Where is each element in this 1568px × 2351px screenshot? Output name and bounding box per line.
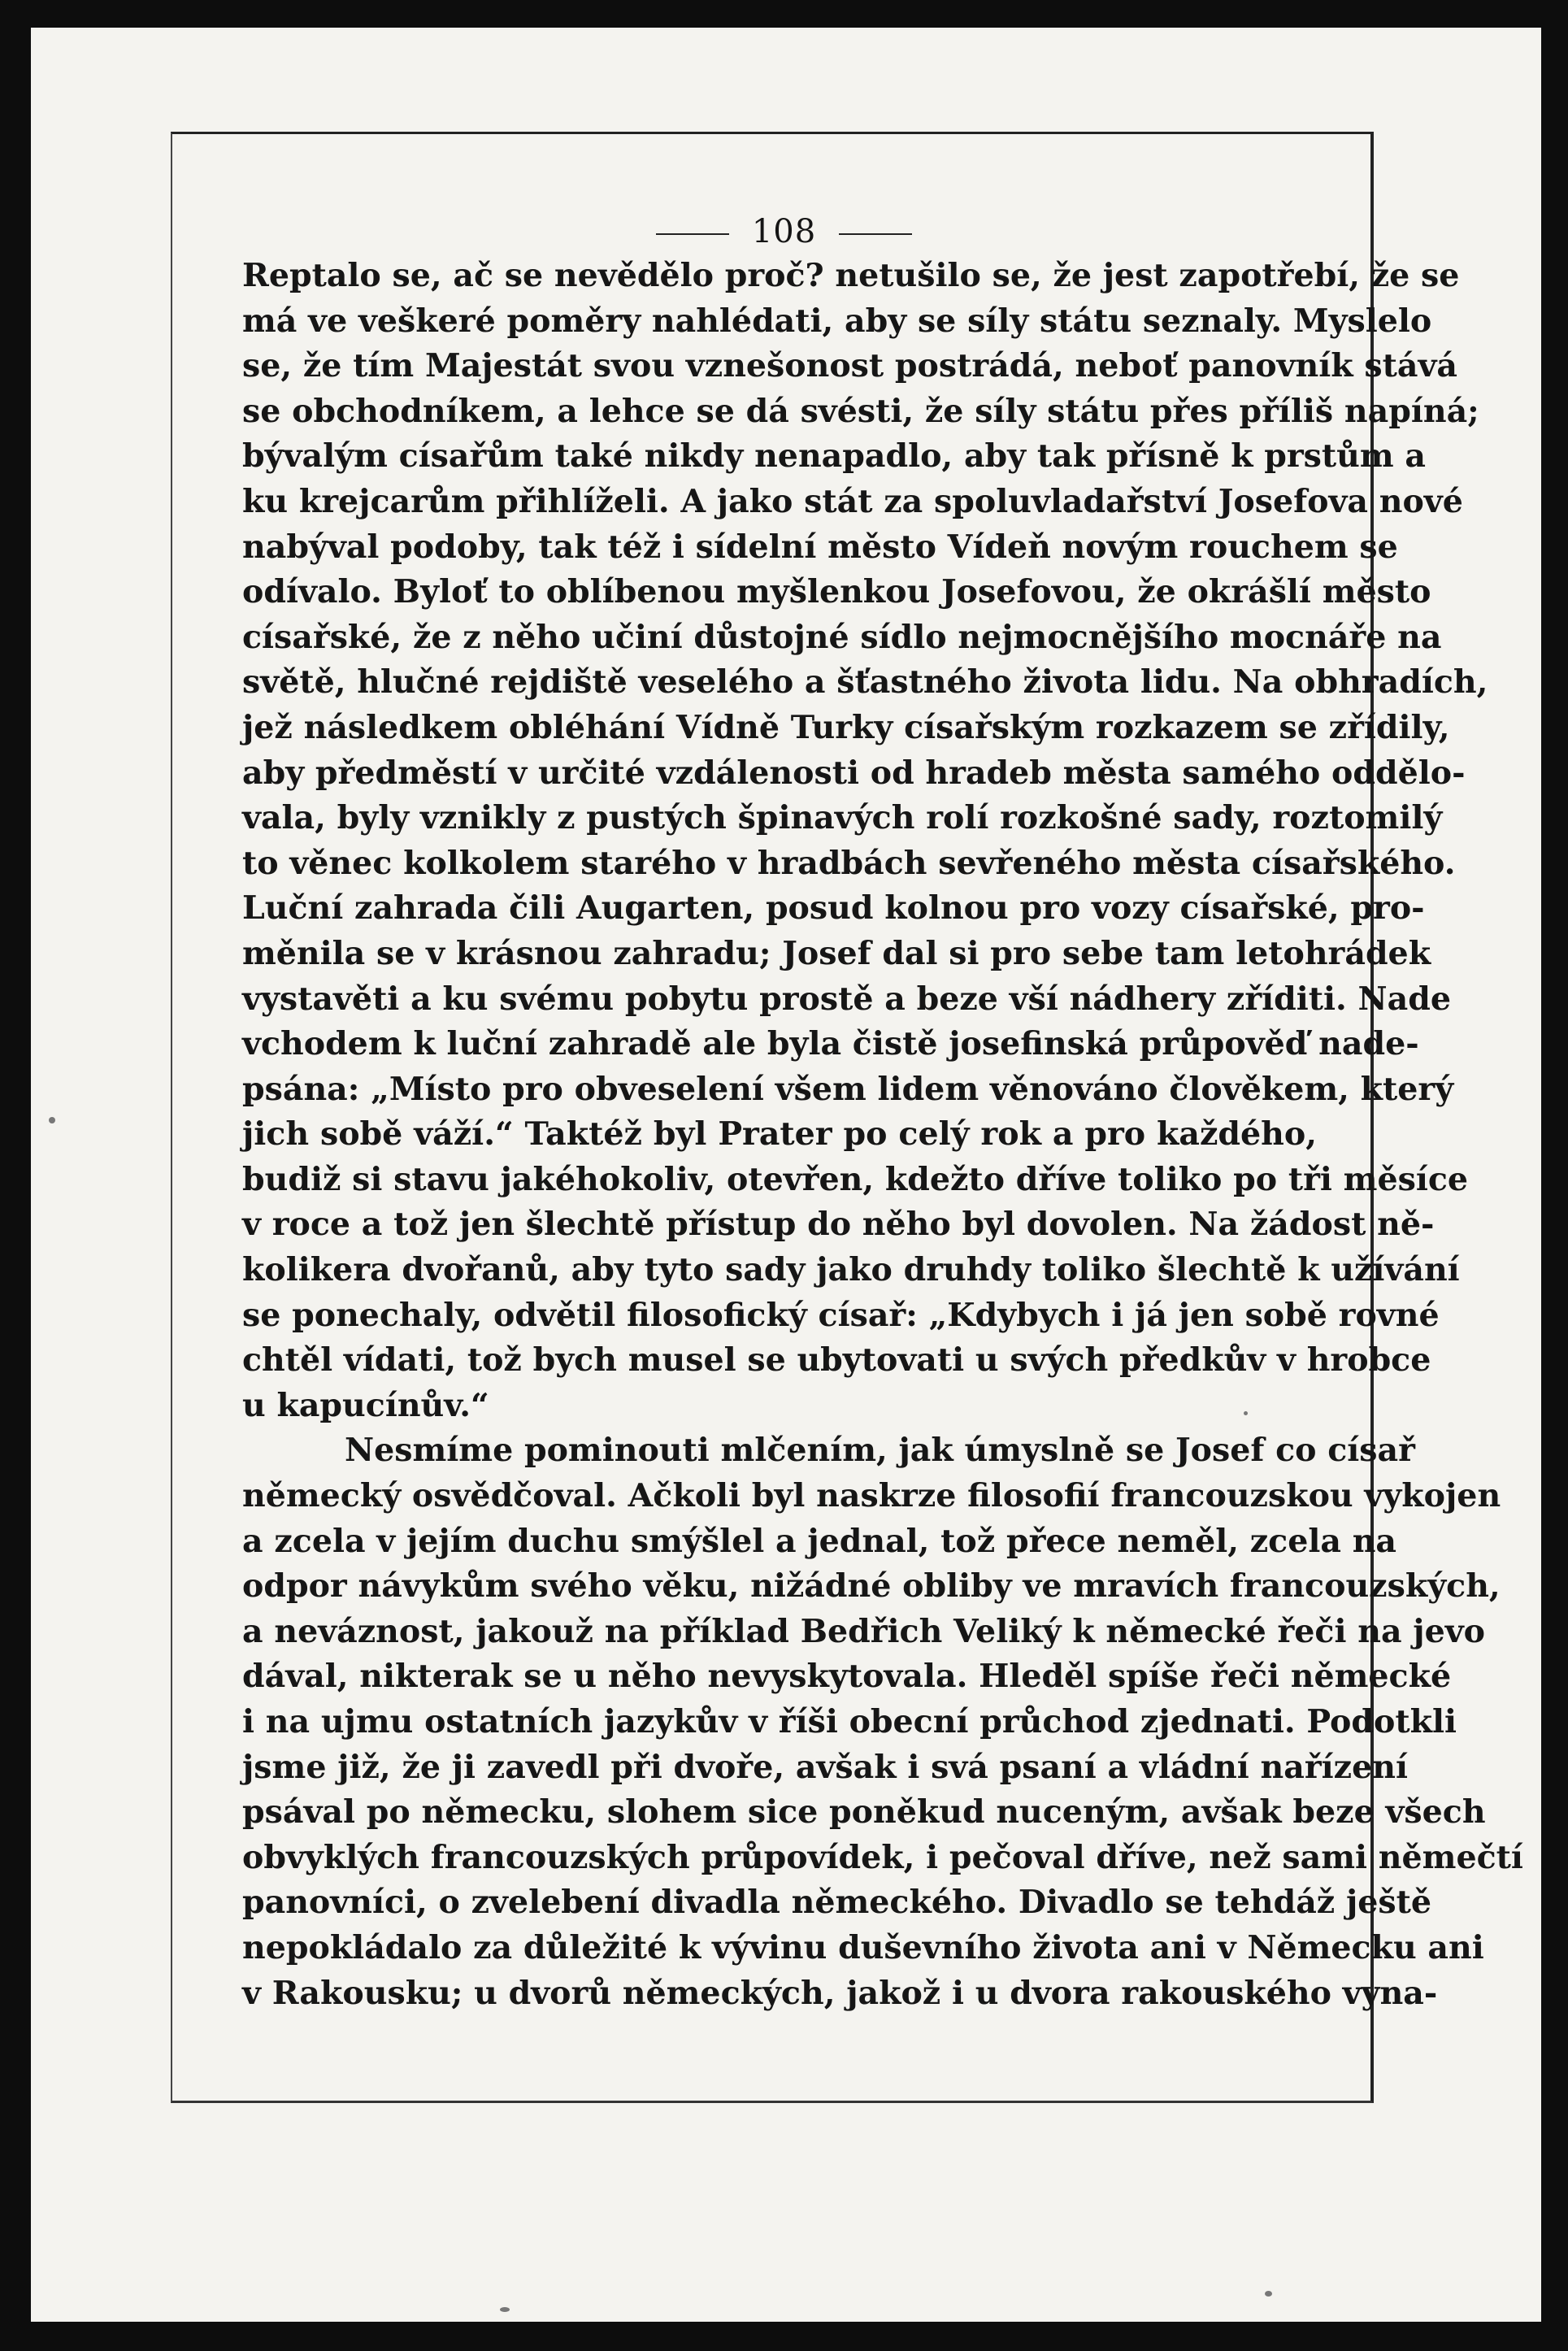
text-line: u kapucínův.“ [242, 1386, 489, 1424]
text-line: jsme již, že ji zavedl při dvoře, avšak i svá psaní a vládní nařízení [242, 1748, 1408, 1786]
text-line: bývalým císařům také nikdy nenapadlo, aby tak přísně k prstům a [242, 437, 1426, 476]
body-text [242, 254, 1523, 2016]
text-line: ku krejcarům přihlíželi. A jako stát za spoluvladařství Josefova nové [242, 482, 1463, 520]
page-number-rule-right [839, 233, 912, 235]
page-number-text: 108 [751, 213, 817, 250]
text-line: v roce a tož jen šlechtě přístup do něho byl dovolen. Na žádost ně- [242, 1206, 1435, 1244]
text-line: německý osvědčoval. Ačkoli byl naskrze filosofií francouzskou vykojen [242, 1477, 1501, 1515]
text-line: odpor návykům svého věku, nižádné obliby ve mravích francouzských, [242, 1567, 1501, 1606]
scan-speck [49, 1117, 55, 1123]
text-line: nabýval podoby, tak též i sídelní město Vídeň novým rouchem se [242, 528, 1398, 566]
text-line: budiž si stavu jakéhokoliv, otevřen, kdežto dříve toliko po tři měsíce [242, 1160, 1469, 1198]
text-line: v Rakousku; u dvorů německých, jakož i u dvora rakouského vyna- [242, 1974, 1438, 2012]
scan-speck [500, 2307, 510, 2312]
text-line: se, že tím Majestát svou vznešonost postrádá, neboť panovník stává [242, 347, 1458, 385]
text-line: Luční zahrada čili Augarten, posud kolnou pro vozy císařské, pro- [242, 889, 1425, 928]
text-line: nepokládalo za důležité k vývinu duševního života ani v Německu ani [242, 1928, 1484, 1966]
text-line: světě, hlučné rejdiště veselého a šťastného života lidu. Na obhradích, [242, 663, 1488, 702]
text-line: se ponechaly, odvětil filosofický císař: „Kdybych i já jen sobě rovné [242, 1296, 1440, 1334]
page-number-rule-left [656, 233, 729, 235]
text-line: vystavěti a ku svému pobytu prostě a beze vší nádhery zříditi. Nade [242, 980, 1451, 1018]
text-line: psával po německu, slohem sice poněkud nuceným, avšak beze všech [242, 1793, 1486, 1832]
text-line: aby předměstí v určité vzdálenosti od hradeb města samého oddělo- [242, 754, 1466, 792]
scan-speck [1244, 1411, 1248, 1415]
text-line: panovníci, o zvelebení divadla německého. Divadlo se tehdáž ještě [242, 1884, 1432, 1922]
text-line: obvyklých francouzských průpovídek, i pečoval dříve, než sami němečtí [242, 1838, 1523, 1876]
text-line: má ve veškeré poměry nahlédati, aby se síly státu seznaly. Myslelo [242, 302, 1432, 340]
text-line: chtěl vídati, tož bych musel se ubytovati u svých předkův v hrobce [242, 1341, 1431, 1380]
text-line: to věnec kolkolem starého v hradbách sevřeného města císařského. [242, 844, 1456, 882]
text-line: kolikera dvořanů, aby tyto sady jako druhdy toliko šlechtě k užívání [242, 1251, 1460, 1289]
text-line: Nesmíme pominouti mlčením, jak úmyslně se Josef co císař [345, 1432, 1415, 1470]
text-line: se obchodníkem, a lehce se dá svésti, že síly státu přes příliš napíná; [242, 392, 1479, 430]
text-line: císařské, že z něho učiní důstojné sídlo nejmocnějšího mocnáře na [242, 618, 1442, 656]
text-line: měnila se v krásnou zahradu; Josef dal si pro sebe tam letohrádek [242, 934, 1431, 972]
text-line: vchodem k luční zahradě ale byla čistě josefinská průpověď nade- [242, 1025, 1419, 1063]
text-line: a neváznost, jakouž na příklad Bedřich Veliký k německé řeči na jevo [242, 1612, 1486, 1650]
scan-speck [1265, 2291, 1272, 2297]
text-line: i na ujmu ostatních jazykův v říši obecní průchod zjednati. Podotkli [242, 1703, 1457, 1740]
page-number [0, 213, 1568, 250]
text-line: jež následkem obléhání Vídně Turky císařským rozkazem se zřídily, [242, 708, 1450, 746]
text-line: vala, byly vznikly z pustých špinavých rolí rozkošné sady, roztomilý [242, 799, 1443, 837]
text-line: a zcela v jejím duchu smýšlel a jednal, tož přece neměl, zcela na [242, 1522, 1397, 1560]
text-line: Reptalo se, ač se nevědělo proč? netušilo se, že jest zapotřebí, že se [242, 257, 1460, 294]
text-line: psána: „Místo pro obveselení všem lidem věnováno člověkem, který [242, 1070, 1454, 1108]
text-line: dával, nikterak se u něho nevyskytovala. Hleděl spíše řeči německé [242, 1658, 1452, 1696]
text-line: jich sobě váží.“ Taktéž byl Prater po celý rok a pro každého, [242, 1115, 1317, 1154]
text-line: odívalo. Byloť to oblíbenou myšlenkou Josefovou, že okrášlí město [242, 573, 1431, 611]
